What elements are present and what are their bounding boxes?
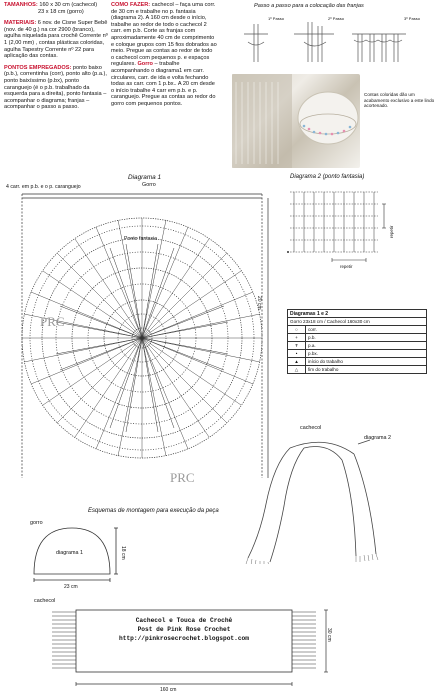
double-crochet-icon: Ŧ [288,342,306,350]
scarf-sketch-drawing [230,434,430,564]
watermark-prc-1: PRC [40,314,65,329]
credit-line-1: Cachecol e Touca de Crochê [135,617,233,624]
diagram-1-height-label: 20 cm [256,296,262,310]
step-1-label: 1º Passo [268,16,284,21]
sizes-title: TAMANHOS: [4,2,38,8]
legend-row [288,366,427,374]
scarf-sketch-label: cachecol [300,425,322,431]
sizes-text-2: 23 x 18 cm (gorro) [38,8,84,15]
materials-text: 6 nov. de Cisne Super Bebê (nov. de 40 g.) na cor 2900 (branco), agulha niquelada para crochê Corrente nº 1 (2,00 mm) , contas plásticas coloridas, agulha Tapestry Corrente nº 22 para aplicação das contas. [4,20,108,60]
legend-row [288,350,427,358]
chain-icon: ○ [288,326,306,334]
end-arrow-icon: △ [288,366,306,374]
sizes-block [4,2,108,15]
how-title: COMO FAZER: [111,2,151,8]
points-title: PONTOS EMPREGADOS: [4,64,72,71]
middle-text-column [111,2,217,108]
montagem-title: Esquemas de montagem para execução da peça [88,508,219,514]
legend [287,309,427,374]
fringe-steps-illustration [224,12,439,72]
step-3-label: 3º Passo [404,16,420,21]
gorro-schema-height: 18 cm [120,546,126,560]
cachecol-schema-label: cachecol [34,598,56,604]
legend-row-text: p.bx. [306,350,427,358]
points-block [4,65,108,111]
legend-table [287,309,427,374]
cachecol-dimension-lines [40,604,340,694]
diagram-2-repeat-vertical: repetir [389,225,394,238]
left-text-column [4,2,108,111]
materials-block [4,20,108,60]
diagram-1-gorro-label: Gorro [142,182,156,188]
points-text: ponto baixo (p.b.), correntinha (corr), ponto alto (p.a.), ponto baixíssimo (p.bx), ponto caranguejo (é o p.b. trabalhado da esquerda para a direita), ponto fantasia – acompanhar o diagrama; franjas – acompanhar o passo a passo. [4,64,107,111]
start-arrow-icon: ▲ [288,358,306,366]
legend-row [288,326,427,334]
steps-panel [224,12,439,72]
legend-title: Diagramas 1 e 2 [288,310,427,318]
hat-photo [232,74,360,168]
legend-row-text: fim do trabalho [306,366,427,374]
gorro-text: – trabalhe acompanhando o diagrama1 em carr. circulares, carr. de ida e volta fechando todas as carr. com 1 p.bx.. A 20 cm desde o início trabalhe 4 carr em p.b. e p. caranguejo. Pregue as contas ao redor do gorro com pequenos pontos. [111,61,216,107]
diagram-1-title: Diagrama 1 [128,174,162,181]
diagram-2-drawing [286,184,396,270]
legend-row-text: início do trabalho [306,358,427,366]
how-text: cachecol – faça uma corr. de 30 cm e trabalhe no p. fantasia (diagrama 2). A 160 cm desde o início, trabalhe ao redor de todo o cachecol 2 carr. em p.b. Corte as franjas com aproximadamente 40 cm de comprimento e coloque grupos com 15 fios dobrados ao meio. Pregue as contas ao redor de todo o cachecol com pequenos p. e espaços regulares. [111,2,217,68]
cachecol-schema-height: 30 cm [326,628,332,642]
credit-line-3[interactable]: http://pinkrosecrochet.blogspot.com [119,635,249,642]
steps-title: Passo a passo para a colocação das franjas [254,3,364,9]
scarf-sketch-diagram-label: diagrama 2 [364,435,391,441]
legend-row-text: p.a. [306,342,427,350]
legend-header: Gorro 23x18 cm / Cachecol 160x30 cm [288,318,427,326]
watermark-prc-2: PRC [170,470,195,485]
legend-row [288,334,427,342]
gorro-schema-width: 23 cm [64,584,78,590]
gorro-schema-diagram-label: diagrama 1 [56,550,83,556]
diagram-2-title: Diagrama 2 (ponto fantasia) [290,174,365,180]
diagram-1-ponto-label: Ponto fantasia [124,236,158,242]
legend-row [288,342,427,350]
hat-photo-shape [232,74,360,168]
slip-stitch-icon: • [288,350,306,358]
cachecol-schema-width: 160 cm [160,687,177,693]
credit-line-2: Post de Pink Rose Crochet [137,626,231,633]
gorro-schema-label: gorro [30,520,43,526]
sizes-text-1: 160 x 30 cm (cachecol) [39,2,98,8]
diagram-2-repeat-horizontal: repetir [340,264,353,269]
materials-title: MATERIAIS: [4,20,37,27]
single-crochet-icon: + [288,334,306,342]
legend-row [288,358,427,366]
photo-caption: Contas coloridas dão um acabamento exclusivo a este lindo acortenado. [364,92,435,109]
legend-row-text: corr. [306,326,427,334]
diagram-1-edge-label: 4 carr. em p.b. e o p. caranguejo [6,184,81,190]
step-2-label: 2º Passo [328,16,344,21]
legend-row-text: p.b. [306,334,427,342]
gorro-title: Gorro [137,61,153,68]
